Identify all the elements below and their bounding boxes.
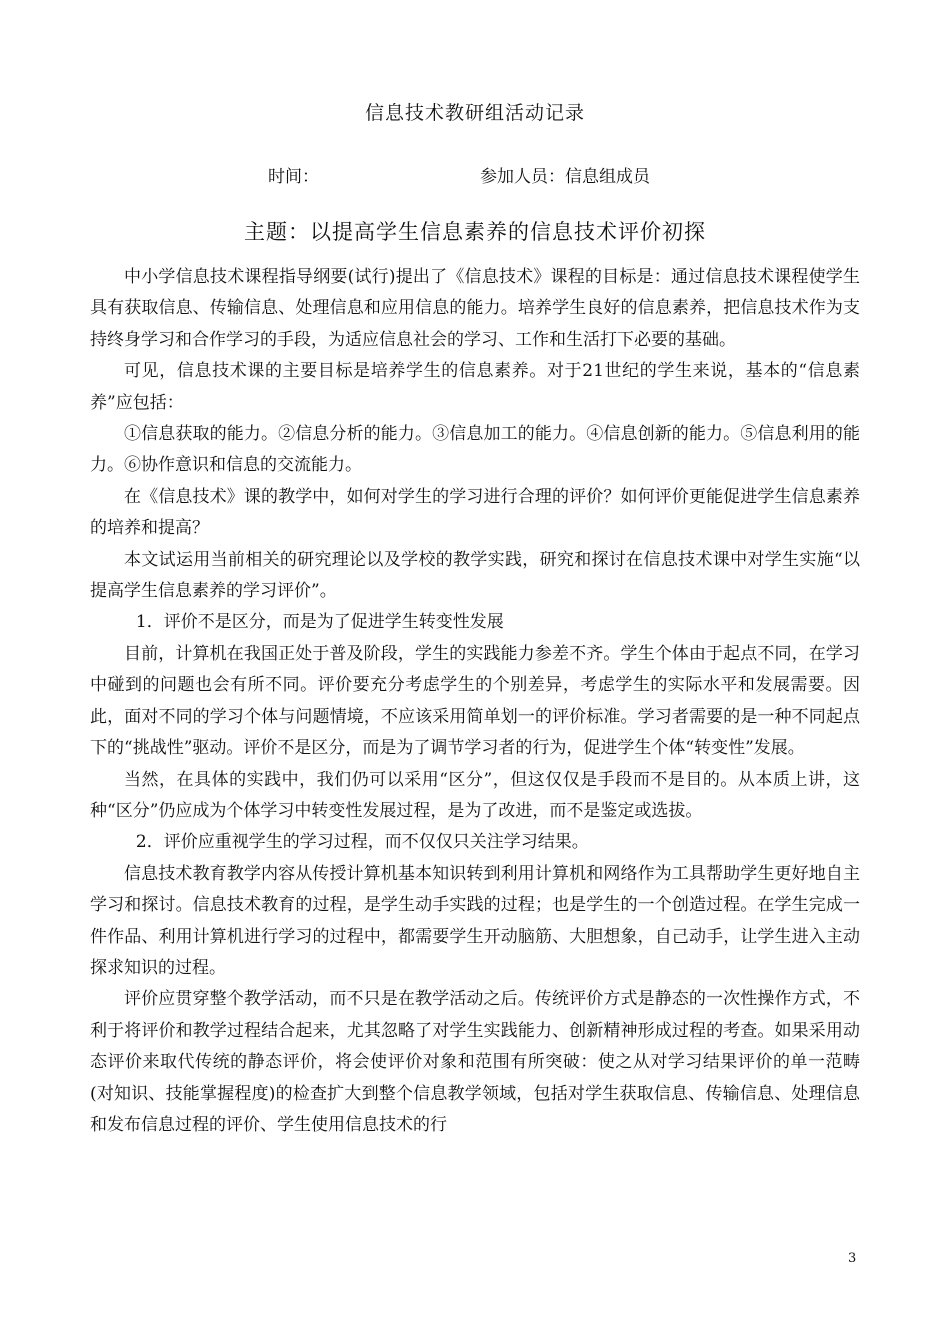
document-body <box>90 262 860 1141</box>
body-paragraph: 当然，在具体的实践中，我们仍可以采用“区分”，但这仅仅是手段而不是目的。从本质上讲，这种“区分”仍应成为个体学习中转变性发展过程，是为了改进，而不是鉴定或选拔。 <box>90 769 860 821</box>
body-paragraph: 评价应贯穿整个教学活动，而不只是在教学活动之后。传统评价方式是静态的一次性操作方式，不利于将评价和教学过程结合起来，尤其忽略了对学生实践能力、创新精神形成过程的考查。如果采用动态评价来取代传统的静态评价，将会使评价对象和范围有所突破：使之从对学习结果评价的单一范畴(对知识、技能掌握程度)的检查扩大到整个信息教学领域，包括对学生获取信息、传输信息、处理信息和发布信息过程的评价、学生使用信息技术的行 <box>90 989 860 1135</box>
document-title: 信息技术教研组活动记录 <box>364 102 585 124</box>
participants-label: 参加人员：信息组成员 <box>480 167 650 187</box>
body-paragraph: 目前，计算机在我国正处于普及阶段，学生的实践能力参差不齐。学生个体由于起点不同，在学习中碰到的问题也会有所不同。评价要充分考虑学生的个别差异，考虑学生的实际水平和发展需要。因此，面对不同的学习个体与问题情境，不应该采用简单划一的评价标准。学习者需要的是一种不同起点下的“挑战性”驱动。评价不是区分，而是为了调节学习者的行为，促进学生个体“转变性”发展。 <box>90 643 860 759</box>
body-paragraph: 中小学信息技术课程指导纲要(试行)提出了《信息技术》课程的目标是：通过信息技术课程使学生具有获取信息、传输信息、处理信息和应用信息的能力。培养学生良好的信息素养，把信息技术作为支持终身学习和合作学习的手段，为适应信息社会的学习、工作和生活打下必要的基础。 <box>90 267 860 350</box>
theme-heading: 主题：以提高学生信息素养的信息技术评价初探 <box>244 220 706 244</box>
body-paragraph: 在《信息技术》课的教学中，如何对学生的学习进行合理的评价？如何评价更能促进学生信息素养的培养和提高？ <box>90 486 860 539</box>
body-paragraph: 信息技术教育教学内容从传授计算机基本知识转到利用计算机和网络作为工具帮助学生更好地自主学习和探讨。信息技术教育的过程，是学生动手实践的过程；也是学生的一个创造过程。在学生完成一件作品、利用计算机进行学习的过程中，都需要学生开动脑筋、大胆想象，自己动手，让学生进入主动探求知识的过程。 <box>90 863 860 978</box>
section-heading: 2．评价应重视学生的学习过程，而不仅仅只关注学习结果。 <box>135 832 589 853</box>
body-paragraph: ①信息获取的能力。②信息分析的能力。③信息加工的能力。④信息创新的能力。⑤信息利用的能力。⑥协作意识和信息的交流能力。 <box>90 424 860 476</box>
page-number: 3 <box>848 1251 857 1266</box>
body-paragraph: 可见，信息技术课的主要目标是培养学生的信息素养。对于21世纪的学生来说，基本的“信息素养”应包括： <box>90 361 860 413</box>
meeting-time-label: 时间： <box>268 167 319 187</box>
section-heading: 1．评价不是区分，而是为了促进学生转变性发展 <box>135 612 504 633</box>
body-paragraph: 本文试运用当前相关的研究理论以及学校的教学实践，研究和探讨在信息技术课中对学生实施“以提高学生信息素养的学习评价”。 <box>90 549 860 602</box>
